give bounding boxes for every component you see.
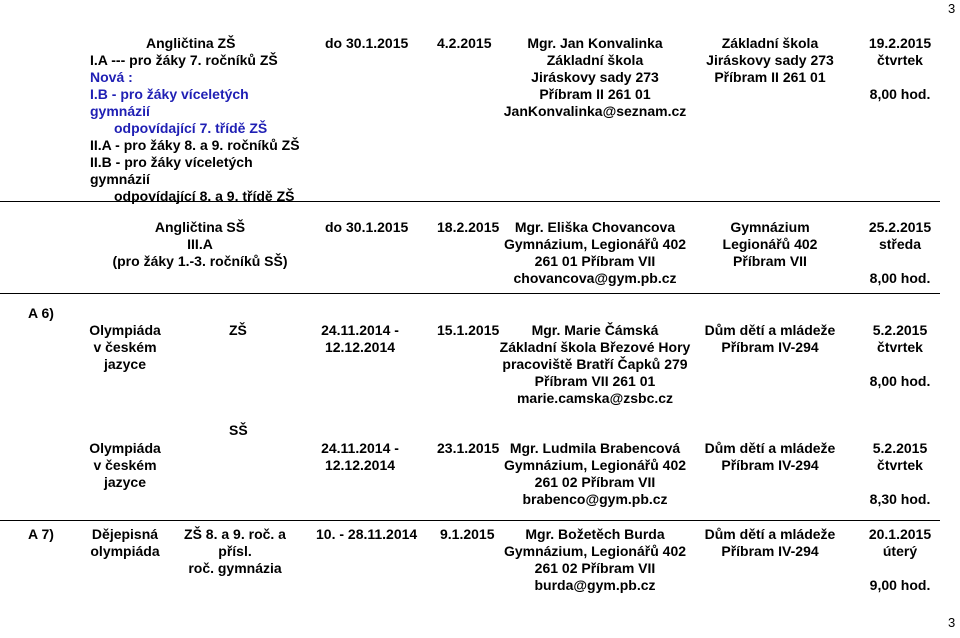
venue-line: Příbram IV-294 <box>721 457 819 473</box>
contact-name: Mgr. Ludmila Brabencová <box>509 440 681 456</box>
contact-line: Gymnázium, Legionářů 402 <box>503 543 687 559</box>
venue <box>680 440 860 474</box>
subject-title: Angličtina SŠ <box>154 219 246 235</box>
venue-line: Dům dětí a mládeže <box>704 440 836 456</box>
contact-email[interactable]: chovancova@gym.pb.cz <box>513 270 677 286</box>
registration-date: do 30.1.2015 <box>325 35 409 51</box>
registration-period <box>315 322 405 356</box>
registration-date: 10. - 28.11.2014 <box>316 526 418 542</box>
deadline-date: 9.1.2015 <box>440 526 495 542</box>
event-weekday: středa <box>878 236 922 252</box>
subject-line: I.A --- pro žáky 7. ročníků ZŠ <box>90 52 278 68</box>
event-date <box>845 219 955 287</box>
contact-name: Mgr. Jan Konvalinka <box>527 35 663 51</box>
contact-line: 261 01 Příbram VII <box>534 253 656 269</box>
event-weekday: čtvrtek <box>877 52 923 68</box>
school-level <box>170 526 300 577</box>
row-5-subject <box>85 526 165 560</box>
page-number-top: 3 <box>948 1 956 16</box>
subject-line: v českém <box>93 457 157 473</box>
subject-line: jazyce <box>103 356 147 372</box>
event-day: 25.2.2015 <box>868 219 932 235</box>
venue-line: Příbram IV-294 <box>721 339 819 355</box>
contact-line: Jiráskovy sady 273 <box>531 69 659 85</box>
subject-line: jazyce <box>103 474 147 490</box>
deadline-date: 15.1.2015 <box>437 322 500 338</box>
contact-name: Mgr. Marie Čámská <box>531 322 659 338</box>
row-divider <box>0 293 940 294</box>
subject-line: Dějepisná <box>91 526 159 542</box>
subject-line: II.B - pro žáky víceletých gymnázií <box>90 154 253 187</box>
contact-email[interactable]: brabenco@gym.pb.cz <box>522 491 668 507</box>
contact <box>490 322 700 407</box>
contact-line: Příbram II 261 01 <box>539 86 651 102</box>
deadline-date: 23.1.2015 <box>437 440 500 456</box>
venue-line: Příbram II 261 01 <box>714 69 826 85</box>
school-level: SŠ <box>229 422 248 438</box>
subject-line-new: Nová : <box>90 69 133 85</box>
subject-line: III.A <box>187 236 213 252</box>
school-level-line: roč. gymnázia <box>188 560 282 576</box>
venue-line: Gymnázium <box>730 219 810 235</box>
event-date <box>845 440 955 508</box>
event-date <box>845 526 955 594</box>
row-3-subject <box>85 322 165 373</box>
school-level-line: ZŠ 8. a 9. roč. a přísl. <box>184 526 286 559</box>
contact-line: Gymnázium, Legionářů 402 <box>503 457 687 473</box>
event-weekday: čtvrtek <box>877 457 923 473</box>
venue-line: Jiráskovy sady 273 <box>706 52 834 68</box>
event-time: 8,00 hod. <box>869 86 931 102</box>
registration-start: 24.11.2014 - <box>321 440 399 456</box>
deadline-date: 18.2.2015 <box>437 219 500 235</box>
subject-line: v českém <box>93 339 157 355</box>
venue-line: Příbram VII <box>733 253 807 269</box>
page-number-bottom: 3 <box>948 615 956 630</box>
venue-line: Dům dětí a mládeže <box>704 526 836 542</box>
contact-line: pracoviště Bratří Čapků 279 <box>502 356 688 372</box>
event-date <box>845 35 955 103</box>
registration-start: 24.11.2014 - <box>321 322 399 338</box>
venue-line: Základní škola <box>721 35 819 51</box>
event-time: 8,00 hod. <box>869 270 931 286</box>
venue-line: Legionářů 402 <box>722 236 818 252</box>
subject-line: olympiáda <box>90 543 160 559</box>
subject-line: odpovídající 8. a 9. třídě ZŠ <box>114 188 295 204</box>
event-time: 9,00 hod. <box>869 577 931 593</box>
row-2-subject <box>90 219 310 270</box>
contact-line: 261 02 Příbram VII <box>534 474 656 490</box>
venue-line: Dům dětí a mládeže <box>704 322 836 338</box>
event-day: 5.2.2015 <box>872 440 928 456</box>
subject-line: Olympiáda <box>89 440 161 456</box>
registration-end: 12.12.2014 <box>324 339 396 355</box>
row-1-subject <box>90 35 310 205</box>
venue-line: Příbram IV-294 <box>721 543 819 559</box>
school-level: ZŠ <box>229 322 247 338</box>
event-time: 8,00 hod. <box>869 373 931 389</box>
registration-period <box>315 440 405 474</box>
event-day: 5.2.2015 <box>872 322 928 338</box>
event-time: 8,30 hod. <box>869 491 931 507</box>
event-weekday: úterý <box>882 543 918 559</box>
event-weekday: čtvrtek <box>877 339 923 355</box>
contact-line: Příbram VII 261 01 <box>534 373 656 389</box>
contact-line: Základní škola Březové Hory <box>499 339 691 355</box>
contact-line: 261 02 Příbram VII <box>534 560 656 576</box>
registration-date: do 30.1.2015 <box>325 219 409 235</box>
contact-email[interactable]: JanKonvalinka@seznam.cz <box>503 103 687 119</box>
contact <box>490 440 700 508</box>
contact-line: Gymnázium, Legionářů 402 <box>503 236 687 252</box>
subject-line: II.A - pro žáky 8. a 9. ročníků ZŠ <box>90 137 300 153</box>
subject-line-new: odpovídající 7. třídě ZŠ <box>114 120 268 136</box>
row-4-subject <box>85 440 165 491</box>
venue <box>680 35 860 86</box>
venue <box>680 219 860 270</box>
section-label: A 7) <box>28 526 54 542</box>
contact-name: Mgr. Božetěch Burda <box>525 526 665 542</box>
event-day: 19.2.2015 <box>868 35 932 51</box>
section-label: A 6) <box>28 305 54 321</box>
event-day: 20.1.2015 <box>868 526 932 542</box>
deadline-date: 4.2.2015 <box>437 35 492 51</box>
subject-line-new: I.B - pro žáky víceletých gymnázií <box>90 86 249 119</box>
contact-email[interactable]: marie.camska@zsbc.cz <box>516 390 674 406</box>
subject-title: Angličtina ZŠ <box>146 35 236 51</box>
contact-email[interactable]: burda@gym.pb.cz <box>534 577 656 593</box>
subject-line: (pro žáky 1.-3. ročníků SŠ) <box>112 253 288 269</box>
row-divider <box>0 520 940 521</box>
contact <box>490 526 700 594</box>
subject-line: Olympiáda <box>89 322 161 338</box>
contact-line: Základní škola <box>546 52 644 68</box>
event-date <box>845 322 955 390</box>
contact-name: Mgr. Eliška Chovancova <box>514 219 676 235</box>
venue <box>680 322 860 356</box>
registration-end: 12.12.2014 <box>324 457 396 473</box>
contact <box>490 219 700 287</box>
contact <box>490 35 700 120</box>
venue <box>680 526 860 560</box>
